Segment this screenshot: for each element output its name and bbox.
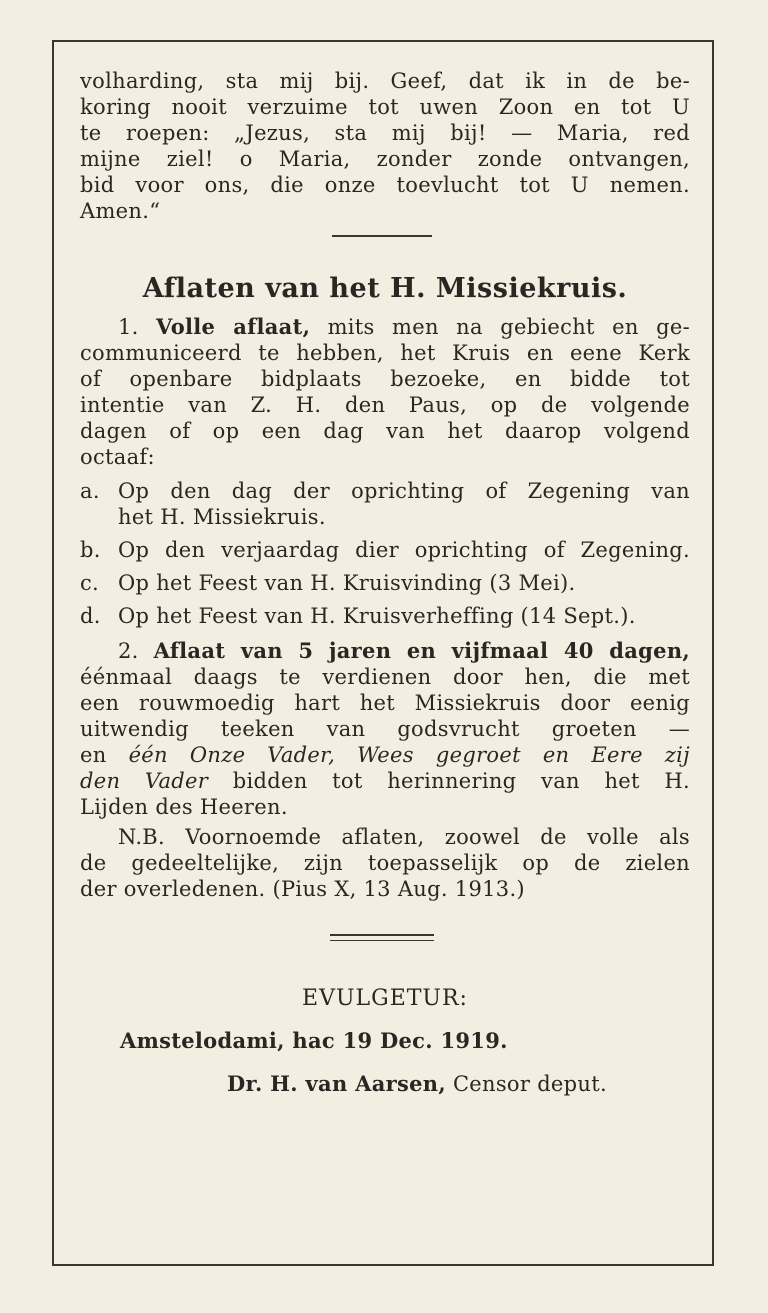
p2-first-line — [118, 638, 690, 664]
list-text: Op den verjaardag dier oprichting of Zegening. — [118, 538, 690, 562]
nb-line: de gedeeltelijke, zijn toepasselijk op de zielen — [80, 851, 690, 875]
list-letter: b. — [80, 538, 101, 562]
intro-line: te roepen: „Jezus, sta mij bij! — Maria, red — [80, 121, 690, 145]
list-letter: d. — [80, 604, 101, 628]
list-item-b — [80, 537, 690, 563]
double-rule-bottom — [330, 940, 434, 941]
list-letter: c. — [80, 571, 100, 595]
p2-italic-prayer: den Vader — [80, 769, 209, 793]
censor-name: Dr. H. van Aarsen, — [227, 1071, 446, 1096]
divider-rule — [332, 235, 432, 237]
p2-italic-prayer: één Onze Vader, Wees gegroet en Eere zij — [128, 743, 690, 767]
p1-line: dagen of op een dag van het daarop volgend — [80, 419, 690, 443]
list-text: Op het Feest van H. Kruisverheffing (14 Sept.). — [118, 604, 636, 628]
p2-line: éénmaal daags te verdienen door hen, die met — [80, 665, 690, 689]
p2-lead: Aflaat van 5 jaren en vijfmaal 40 dagen, — [153, 638, 690, 663]
intro-line: Amen.“ — [80, 199, 161, 223]
intro-line: koring nooit verzuime tot uwen Zoon en tot U — [80, 95, 690, 119]
p1-first-line — [118, 314, 690, 340]
intro-line: mijne ziel! o Maria, zonder zonde ontvangen, — [80, 147, 690, 171]
nb-line: der overledenen. (Pius X, 13 Aug. 1913.) — [80, 877, 525, 901]
p2-text: bidden tot herinnering van het H. — [232, 769, 690, 793]
p2-line: een rouwmoedig hart het Missiekruis door eenig — [80, 691, 690, 715]
list-item-c — [80, 570, 690, 596]
intro-line: volharding, sta mij bij. Geef, dat ik in de be- — [80, 69, 690, 93]
censor-line — [227, 1071, 667, 1097]
p2-line — [80, 742, 690, 768]
p2-line — [80, 768, 690, 794]
p1-number: 1. — [118, 315, 139, 339]
list-text: Op het Feest van H. Kruisvinding (3 Mei). — [118, 571, 576, 595]
p2-text: en — [80, 743, 107, 767]
p2-line: Lijden des Heeren. — [80, 795, 288, 819]
p1-line: communiceerd te hebben, het Kruis en eene Kerk — [80, 341, 690, 365]
p1-line: of openbare bidplaats bezoeke, en bidde tot — [80, 367, 690, 391]
list-item-d — [80, 603, 690, 629]
double-rule-top — [330, 934, 434, 936]
section-title: Aflaten van het H. Missiekruis. — [142, 273, 628, 304]
list-text: Op den dag der oprichting of Zegening van — [118, 479, 690, 503]
intro-line: bid voor ons, die onze toevlucht tot U nemen. — [80, 173, 690, 197]
place-date: Amstelodami, hac 19 Dec. 1919. — [120, 1028, 508, 1053]
p1-line: mits men na gebiecht en ge- — [327, 315, 690, 339]
p1-line: octaaf: — [80, 445, 155, 469]
list-item-a-cont: het H. Missiekruis. — [118, 505, 326, 529]
p1-lead: Volle aflaat, — [156, 314, 311, 339]
nb-line: N.B. Voornoemde aflaten, zoowel de volle als — [118, 825, 690, 849]
p2-line: uitwendig teeken van godsvrucht groeten — — [80, 717, 690, 741]
list-item-a — [80, 478, 690, 504]
p1-line: intentie van Z. H. den Paus, op de volgende — [80, 393, 690, 417]
p2-number: 2. — [118, 639, 139, 663]
evulgetur-title: EVULGETUR: — [302, 986, 468, 1011]
censor-role: Censor deput. — [452, 1072, 607, 1096]
list-letter: a. — [80, 479, 100, 503]
